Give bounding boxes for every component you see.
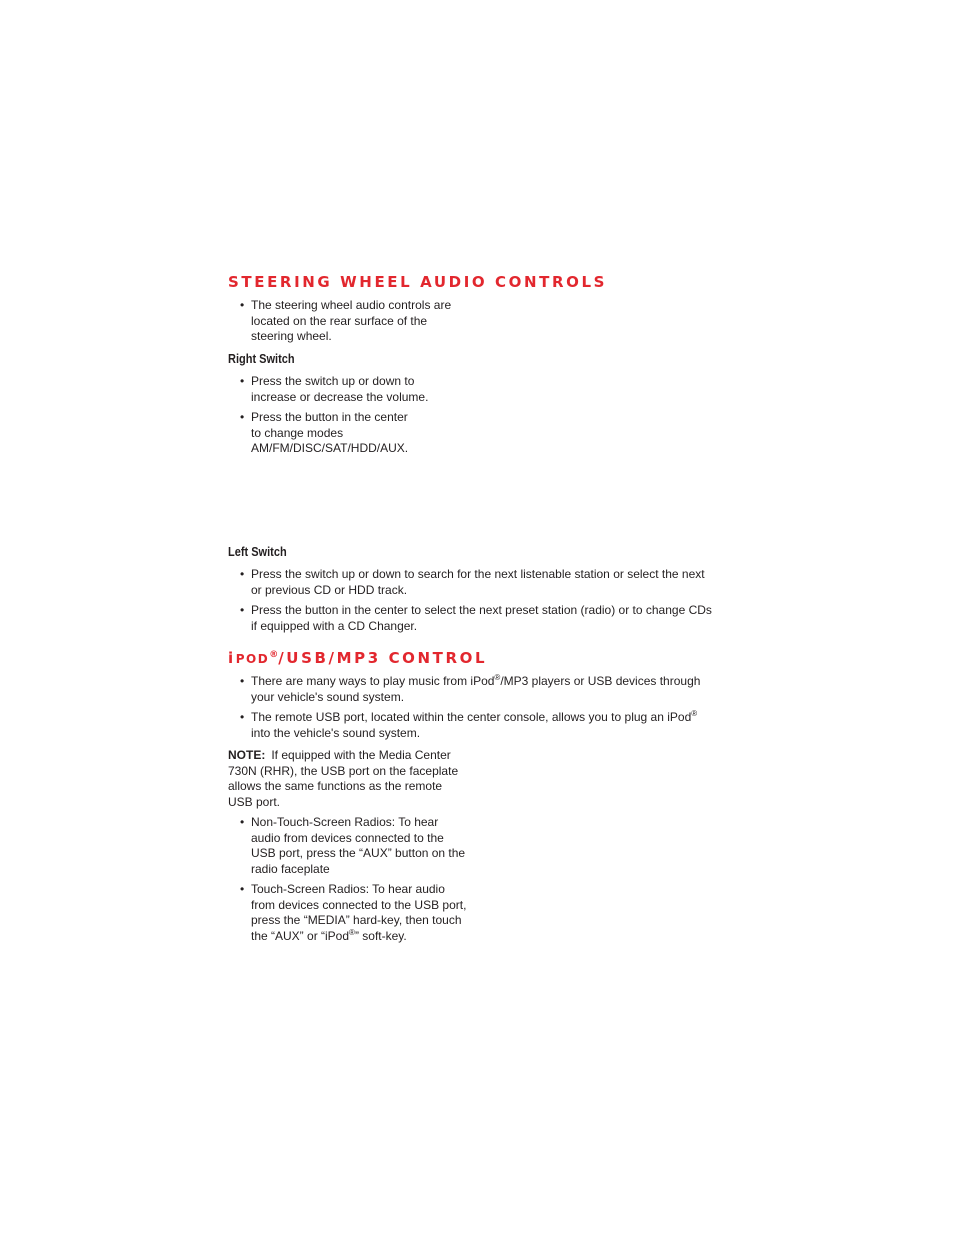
title-prefix: i (228, 649, 236, 667)
section-title-ipod-usb-mp3 (228, 649, 487, 667)
title-suffix: /USB/MP3 CONTROL (278, 649, 488, 667)
ipod-bullet-list (240, 674, 705, 746)
note-text: If equipped with the Media Center 730N (RHR), the USB port on the faceplate allows the same functions as the remote USB port. (228, 748, 459, 809)
left-switch-bullet-list (240, 567, 715, 639)
list-item: • Press the switch up or down to search for the next listenable station or select the next or previous CD or HDD track. (240, 567, 715, 598)
registered-mark: ® (269, 650, 279, 660)
left-switch-heading: Left Switch (228, 545, 287, 559)
list-item: • Press the switch up or down to increase or decrease the volume. (240, 374, 450, 405)
list-item: • Press the button in the center to select the next preset station (radio) or to change CDs if equipped with a CD Changer. (240, 603, 715, 634)
list-item: • The steering wheel audio controls are located on the rear surface of the steering wheel. (240, 298, 468, 345)
list-item: • Touch-Screen Radios: To hear audio from devices connected to the USB port, press the “MEDIA” hard-key, then touch the “AUX” or “iPod®” soft-key. (240, 882, 468, 944)
section-title-steering-wheel-audio: STEERING WHEEL AUDIO CONTROLS (228, 273, 608, 291)
list-item: • There are many ways to play music from iPod®/MP3 players or USB devices through your vehicle's sound system. (240, 674, 705, 705)
list-item: • Non-Touch-Screen Radios: To hear audio from devices connected to the USB port, press the “AUX” button on the radio faceplate (240, 815, 468, 877)
right-switch-bullet-list (240, 374, 450, 462)
title-smallcaps: POD (235, 652, 270, 666)
list-item: • The remote USB port, located within the center console, allows you to plug an iPod® into the vehicle's sound system. (240, 710, 705, 741)
intro-bullet-list (240, 298, 468, 350)
list-item: • Press the button in the center to change modes AM/FM/DISC/SAT/HDD/AUX. (240, 410, 421, 457)
note-bullet-list (240, 815, 468, 949)
note-paragraph (228, 748, 468, 810)
right-switch-heading: Right Switch (228, 352, 295, 366)
note-label: NOTE: (228, 748, 266, 762)
